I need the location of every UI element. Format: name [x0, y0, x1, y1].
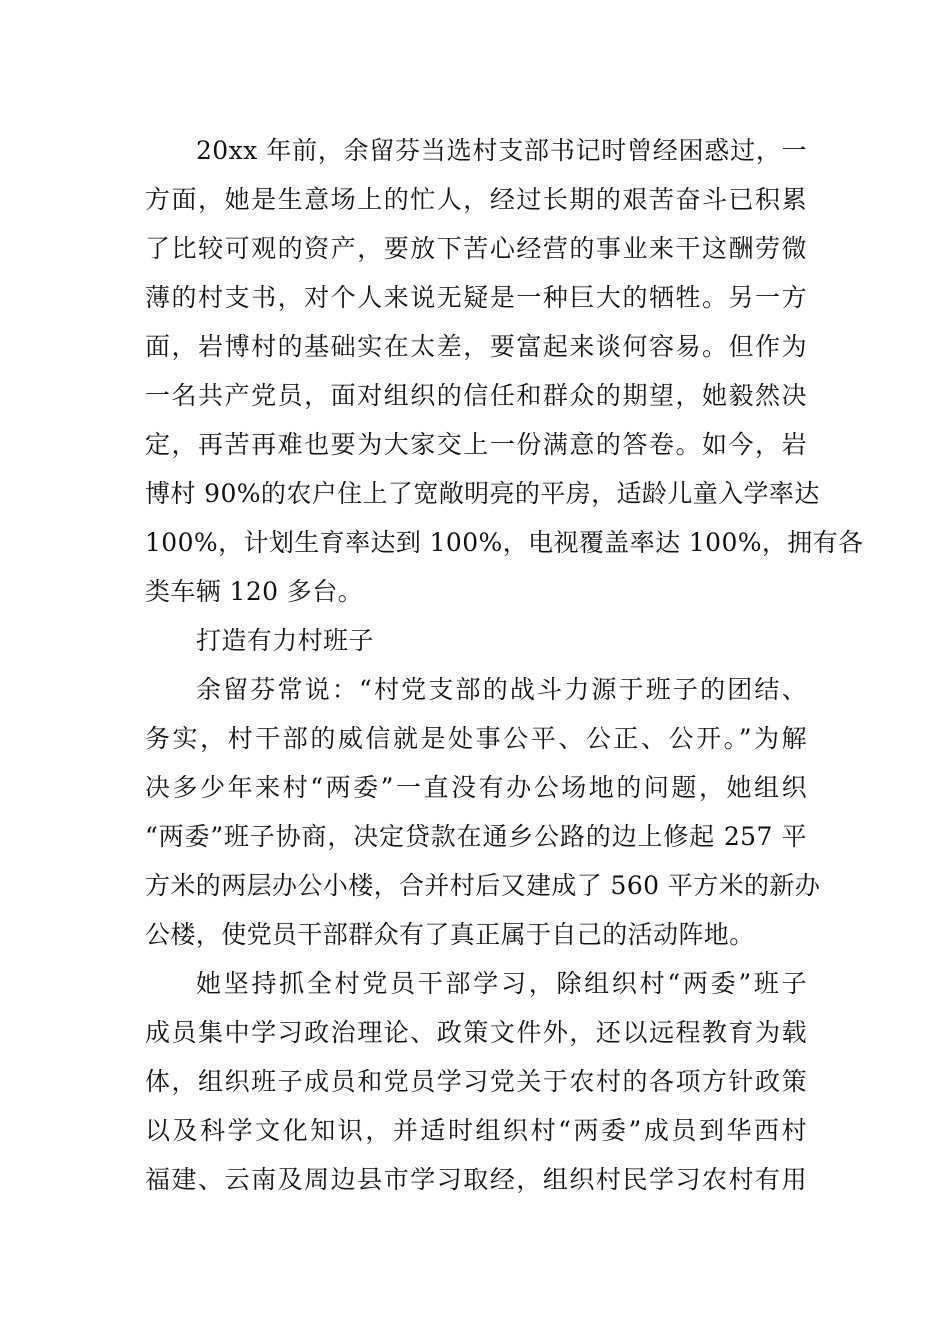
text-line: 决多少年来村“两委”一直没有办公场地的问题，她组织 [145, 773, 807, 802]
text-line: 了比较可观的资产，要放下苦心经营的事业来干这酬劳微 [145, 234, 807, 263]
text-line: 成员集中学习政治理论、政策文件外，还以远程教育为载 [145, 1018, 807, 1047]
text-line: 务实，村干部的威信就是处事公平、公正、公开。”为解 [145, 724, 807, 753]
document-body [145, 126, 864, 1204]
text-line: “两委”班子协商，决定贷款在通乡公路的边上修起 257 平 [145, 822, 807, 851]
text-line: 100%，计划生育率达到 100%，电视覆盖率达 100%，拥有各 [145, 528, 864, 557]
paragraph-2 [145, 665, 821, 959]
text-line: 薄的村支书，对个人来说无疑是一种巨大的牺牲。另一方 [145, 283, 807, 312]
paragraph-1 [145, 126, 864, 616]
text-line: 余留芬常说：“村党支部的战斗力源于班子的团结、 [196, 675, 807, 704]
text-line: 体，组织班子成员和党员学习党关于农村的各项方针政策 [145, 1067, 807, 1096]
text-line: 方米的两层办公小楼，合并村后又建成了 560 平方米的新办 [145, 871, 821, 900]
text-line: 类车辆 120 多台。 [145, 577, 364, 606]
text-line: 20xx 年前，余留芬当选村支部书记时曾经困惑过，一 [196, 136, 807, 165]
paragraph-3 [145, 959, 807, 1204]
text-line: 方面，她是生意场上的忙人，经过长期的艰苦奋斗已积累 [145, 185, 807, 214]
heading-text: 打造有力村班子 [196, 626, 374, 655]
section-heading [145, 616, 807, 665]
text-line: 以及科学文化知识，并适时组织村“两委”成员到华西村 [145, 1116, 807, 1145]
text-line: 她坚持抓全村党员干部学习，除组织村“两委”班子 [196, 969, 807, 998]
text-line: 面，岩博村的基础实在太差，要富起来谈何容易。但作为 [145, 332, 807, 361]
text-line: 福建、云南及周边县市学习取经，组织村民学习农村有用 [145, 1165, 807, 1194]
text-line: 博村 90%的农户住上了宽敞明亮的平房，适龄儿童入学率达 [145, 479, 820, 508]
text-line: 公楼，使党员干部群众有了真正属于自己的活动阵地。 [145, 920, 755, 949]
text-line: 定，再苦再难也要为大家交上一份满意的答卷。如今，岩 [145, 430, 807, 459]
text-line: 一名共产党员，面对组织的信任和群众的期望，她毅然决 [145, 381, 807, 410]
